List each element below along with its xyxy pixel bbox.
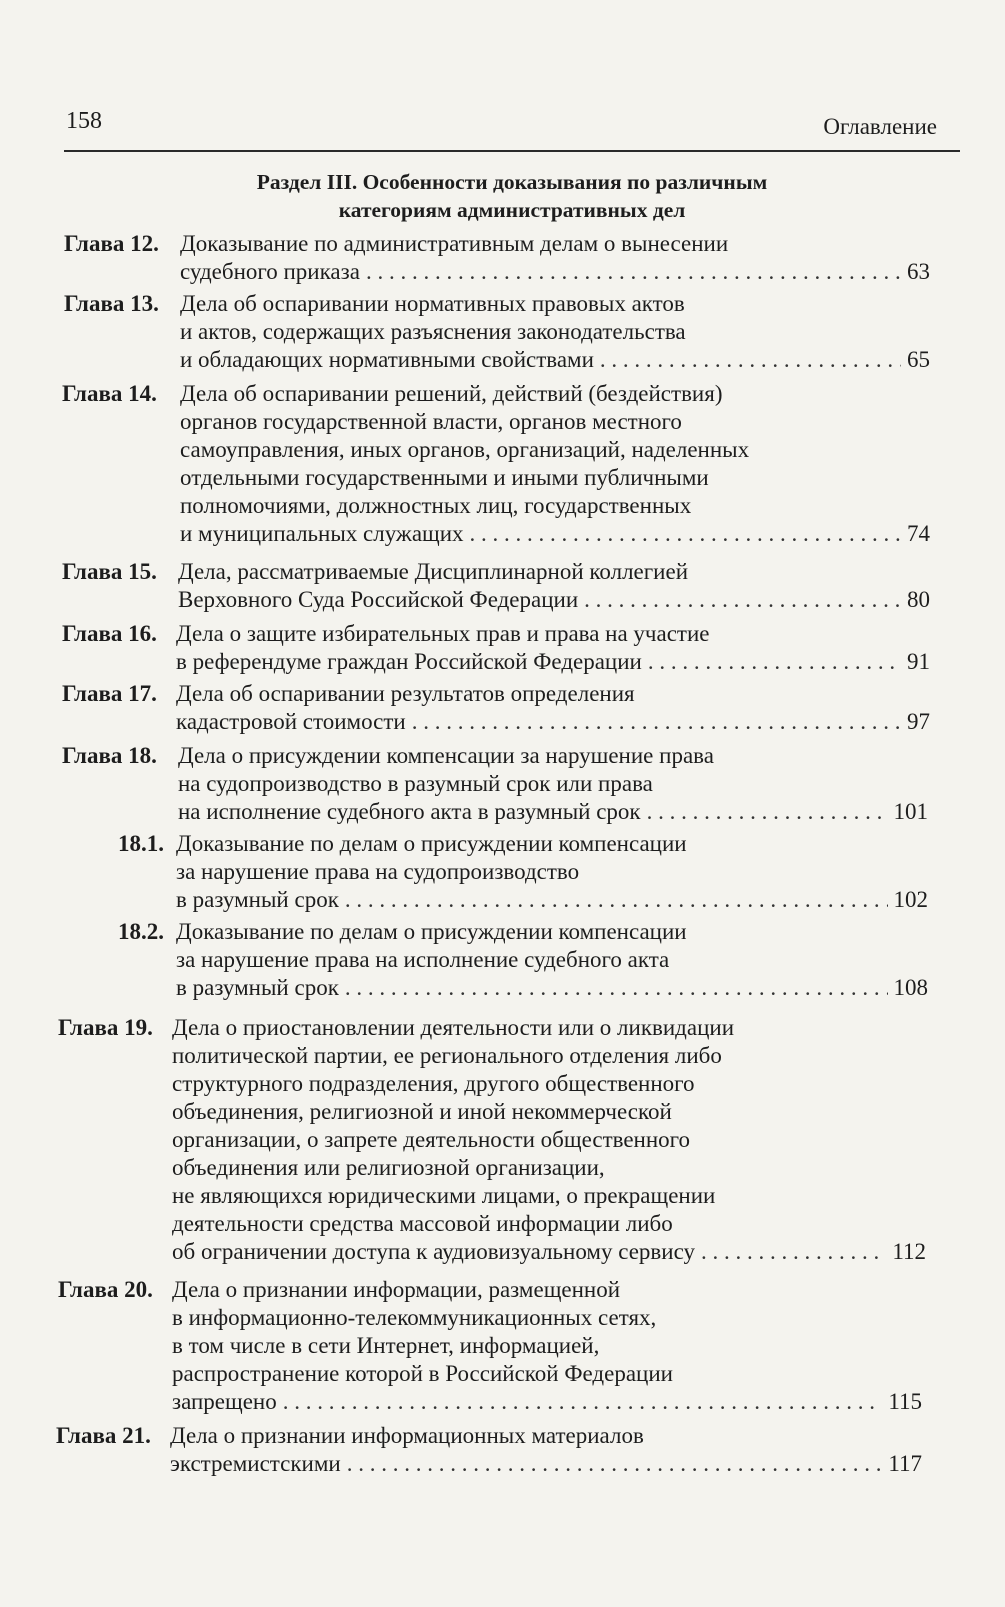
dot-leader [470,520,901,548]
section-heading-line: категориям административных дел [338,198,686,222]
toc-entry-title-line: в информационно-телекоммуникационных сетях, [172,1305,657,1330]
toc-entry-label: Глава 20. [58,1277,153,1302]
toc-entry-title-line: отдельными государственными и иными публичными [180,465,709,490]
toc-entry-last-line [170,1450,922,1478]
toc-entry-title-line: об ограничении доступа к аудиовизуальному сервису [172,1239,695,1264]
toc-entry-label: 18.2. [118,919,164,944]
dot-leader [347,1450,883,1478]
toc-entry[interactable] [62,742,928,826]
toc-entry-title-line: Дела о признании информационных материалов [170,1423,644,1448]
toc-entry-last-line [180,346,930,374]
toc-entry-last-line [172,1388,922,1416]
toc-entry-label: Глава 18. [62,743,157,768]
dot-leader [701,1238,886,1266]
toc-entry-title-line: не являющихся юридическими лицами, о прекращении [172,1183,716,1208]
toc-entry-page-number: 108 [893,975,928,1000]
toc-entry-page-number: 112 [892,1239,926,1264]
toc-entry-page-number: 63 [907,259,930,284]
toc-entry-last-line [180,520,930,548]
toc-entry[interactable] [118,918,928,1002]
toc-entry-title-line: и муниципальных служащих [180,521,464,546]
toc-entry[interactable] [58,1276,922,1416]
toc-entry-last-line [176,974,928,1002]
toc-entry-title-line: экстремистскими [170,1451,341,1476]
toc-entry-last-line [178,586,930,614]
toc-entry-title-line: органов государственной власти, органов местного [180,409,682,434]
toc-entry-label: Глава 17. [62,681,157,706]
toc-entry-title-line: за нарушение права на исполнение судебного акта [176,947,670,972]
toc-entry-title-line: кадастровой стоимости [176,709,406,734]
toc-entry-last-line [180,258,930,286]
toc-entry-title-line: Дела о признании информации, размещенной [172,1277,621,1302]
toc-entry-title-line: Доказывание по делам о присуждении компенсации [176,919,687,944]
toc-entry[interactable] [62,620,930,676]
toc-entry-title-line: Дела об оспаривании решений, действий (бездействия) [180,381,723,406]
toc-entry-title-line: объединения, религиозной и иной некоммерческой [172,1099,672,1124]
toc-entry-last-line [172,1238,926,1266]
toc-entry[interactable] [64,230,930,286]
toc-entry[interactable] [62,680,930,736]
toc-entry-title-line: в разумный срок [176,887,339,912]
toc-entry-label: Глава 13. [64,291,159,316]
toc-entry-label: Глава 21. [56,1423,151,1448]
toc-entry-title-line: Дела, рассматриваемые Дисциплинарной коллегией [178,559,689,584]
toc-entry-page-number: 102 [893,887,928,912]
dot-leader [584,586,901,614]
toc-entry-title-line: Дела об оспаривании нормативных правовых актов [180,291,685,316]
toc-entry-page-number: 117 [888,1451,922,1476]
toc-entry-page-number: 91 [907,649,930,674]
toc-entry-last-line [176,648,930,676]
dot-leader [600,346,901,374]
toc-entry-title-line: Доказывание по делам о присуждении компенсации [176,831,687,856]
toc-entry-title-line: Дела об оспаривании результатов определения [176,681,635,706]
toc-entry-title-line: Дела о защите избирательных прав и права на участие [176,621,710,646]
toc-entry-title-line: Дела о приостановлении деятельности или о ликвидации [172,1015,735,1040]
toc-entry-page-number: 74 [907,521,930,546]
toc-entry-last-line [178,798,928,826]
dot-leader [366,258,901,286]
toc-entry-title-line: самоуправления, иных органов, организаций, наделенных [180,437,750,462]
toc-entry-last-line [176,886,928,914]
toc-entry-title-line: за нарушение права на судопроизводство [176,859,580,884]
toc-entry-title-line: и актов, содержащих разъяснения законодательства [180,319,686,344]
toc-entry-title-line: запрещено [172,1389,277,1414]
toc-entry-label: Глава 12. [64,231,159,256]
toc-entry-title-line: на судопроизводство в разумный срок или права [178,771,653,796]
toc-entry-page-number: 115 [888,1389,922,1414]
toc-entry-title-line: объединения или религиозной организации, [172,1155,605,1180]
toc-entry-page-number: 97 [907,709,930,734]
toc-entry-title-line: Дела о присуждении компенсации за нарушение права [178,743,714,768]
toc-entry-title-line: Доказывание по административным делам о вынесении [180,231,729,256]
running-head: Оглавление [823,114,937,139]
toc-entry[interactable] [62,380,930,548]
toc-entry-title-line: в разумный срок [176,975,339,1000]
dot-leader [648,648,901,676]
toc-entry-page-number: 101 [893,799,928,824]
toc-entry-title-line: структурного подразделения, другого общественного [172,1071,695,1096]
toc-entry-label: 18.1. [118,831,164,856]
toc-entry-title-line: в референдуме граждан Российской Федерации [176,649,642,674]
toc-entry-title-line: полномочиями, должностных лиц, государственных [180,493,692,518]
toc-entry-label: Глава 16. [62,621,157,646]
dot-leader [647,798,888,826]
toc-entry-title-line: организации, о запрете деятельности общественного [172,1127,691,1152]
toc-entry-title-line: судебного приказа [180,259,360,284]
toc-entry-title-line: на исполнение судебного акта в разумный срок [178,799,641,824]
toc-entry-title-line: и обладающих нормативными свойствами [180,347,594,372]
toc-entry-title-line: Верховного Суда Российской Федерации [178,587,579,612]
toc-entry[interactable] [64,290,930,374]
toc-entry[interactable] [118,830,928,914]
toc-entry[interactable] [58,1014,926,1266]
toc-entry-title-line: деятельности средства массовой информации либо [172,1211,673,1236]
toc-entry[interactable] [56,1422,922,1478]
dot-leader [345,886,888,914]
dot-leader [283,1388,883,1416]
section-heading-line: Раздел III. Особенности доказывания по различным [256,170,768,194]
toc-entry-label: Глава 19. [58,1015,153,1040]
toc-entry-title-line: политической партии, ее регионального отделения либо [172,1043,722,1068]
toc-entry-last-line [176,708,930,736]
dot-leader [345,974,888,1002]
toc-entry-title-line: в том числе в сети Интернет, информацией, [172,1333,600,1358]
page-number: 158 [66,108,102,134]
toc-entry-page-number: 65 [907,347,930,372]
toc-entry-label: Глава 14. [62,381,157,406]
toc-entry-label: Глава 15. [62,559,157,584]
toc-entry-page-number: 80 [907,587,930,612]
toc-entry[interactable] [62,558,930,614]
toc-entry-title-line: распространение которой в Российской Федерации [172,1361,673,1386]
dot-leader [412,708,901,736]
